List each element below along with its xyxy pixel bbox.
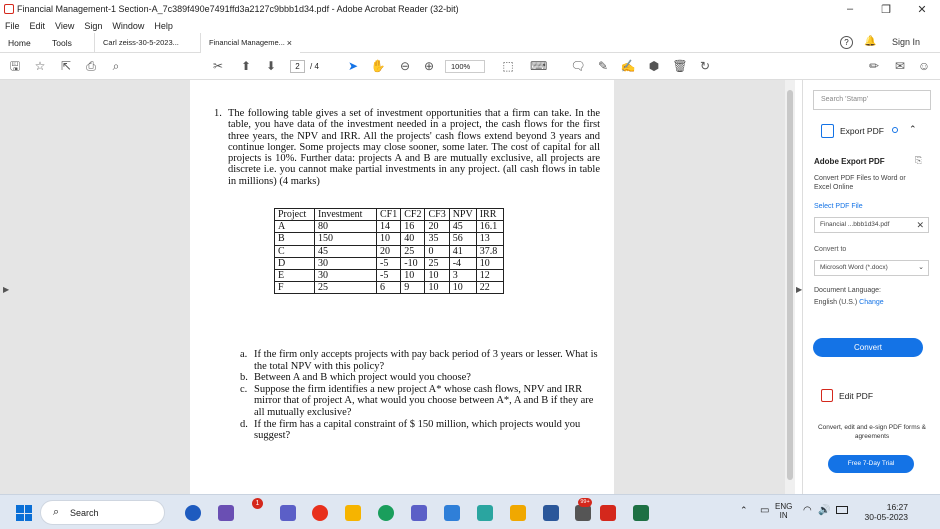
table-header-cell: IRR (476, 209, 503, 221)
table-row (275, 269, 504, 281)
tab-home[interactable]: Home (8, 37, 31, 48)
table-row (275, 245, 504, 257)
list-item (240, 372, 602, 384)
table-cell: -5 (377, 269, 401, 281)
sub-questions (240, 349, 602, 442)
table-cell: 10 (449, 282, 476, 294)
edit-pdf-tool[interactable]: Edit PDF (839, 391, 874, 401)
doc-language-value: English (U.S.) (814, 299, 858, 306)
table-header-cell: Investment (315, 209, 377, 221)
doc-language-label: Document Language: (814, 287, 881, 294)
rotate-icon[interactable]: ↻ (699, 59, 711, 73)
select-cursor-icon[interactable]: ➤ (347, 59, 359, 73)
clock-date: 30-05-2023 (864, 512, 908, 522)
list-item (240, 419, 602, 442)
window-title: Financial Management-1 Section-A_7c389f490e7491ffd3a2127c9bbb1d34.pdf - Adobe Acrobat Reader (32-bit) (17, 4, 459, 14)
table-cell: 20 (377, 245, 401, 257)
table-cell: 10 (377, 233, 401, 245)
scissors-icon[interactable]: ✂ (212, 59, 224, 73)
zoom-select[interactable]: 100% (445, 60, 485, 73)
search-icon: ⌕ (53, 506, 60, 518)
table-cell: A (275, 221, 315, 233)
save-icon[interactable]: 🖫 (9, 59, 21, 73)
acrobat-logo-icon (4, 4, 14, 14)
print-icon[interactable]: ⎙ (86, 59, 96, 73)
language-code: ENG (775, 502, 793, 511)
table-cell: 3 (449, 269, 476, 281)
edit-sign-icon[interactable]: ✏ (868, 59, 880, 73)
battery-icon[interactable] (836, 506, 848, 514)
edge-icon[interactable] (378, 505, 394, 521)
table-cell: 40 (401, 233, 425, 245)
delete-icon[interactable]: 🗑 (672, 59, 688, 73)
convert-to-label: Convert to (814, 246, 847, 253)
menu-file[interactable]: File (5, 20, 20, 31)
language-indicator[interactable] (775, 502, 792, 520)
table-cell: 12 (476, 269, 503, 281)
comment-icon[interactable]: 🗨 (570, 59, 586, 73)
format-select[interactable] (814, 260, 929, 276)
free-trial-button[interactable]: Free 7-Day Trial (828, 455, 914, 473)
sub-label: c. (240, 383, 248, 395)
sub-text: If the firm only accepts projects with pay back period of 3 years or lesser. What is the total NPV with this policy? (254, 349, 598, 372)
share-icon[interactable]: ⇱ (60, 59, 72, 73)
table-cell: 30 (315, 257, 377, 269)
table-cell: 13 (476, 233, 503, 245)
table-header-cell: Project (275, 209, 315, 221)
minimize-button[interactable]: – (846, 3, 854, 15)
table-cell: -10 (401, 257, 425, 269)
table-cell: D (275, 257, 315, 269)
sub-label: d. (240, 418, 248, 430)
list-item (240, 384, 602, 419)
tab-close-icon[interactable]: × (286, 37, 292, 48)
table-cell: -4 (449, 257, 476, 269)
sub-label: b. (240, 372, 248, 384)
table-cell: 25 (401, 245, 425, 257)
right-collapse-arrow-icon[interactable]: ▶ (796, 285, 803, 294)
table-cell: 41 (449, 245, 476, 257)
page-down-icon[interactable]: ⬇ (265, 59, 277, 73)
document-scrollbar[interactable] (785, 80, 795, 494)
table-header-cell: CF1 (377, 209, 401, 221)
table-header-cell: NPV (449, 209, 476, 221)
menu-window[interactable]: Window (112, 20, 145, 31)
table-cell: 56 (449, 233, 476, 245)
change-language-link[interactable]: Change (859, 299, 884, 306)
table-cell: B (275, 233, 315, 245)
table-cell: 45 (315, 245, 377, 257)
clock[interactable] (862, 502, 908, 522)
taskbar-search[interactable] (40, 500, 165, 525)
sticky-notes-icon[interactable] (510, 505, 526, 521)
windows-start-icon[interactable] (16, 505, 32, 521)
chevron-down-icon: ⌄ (918, 264, 924, 271)
page-number-input[interactable]: 2 (290, 60, 305, 73)
table-cell: 10 (425, 269, 449, 281)
toolbar (0, 53, 940, 80)
select-pdf-link[interactable]: Select PDF File (814, 203, 863, 210)
highlight-pen-icon[interactable]: ✎ (597, 59, 609, 73)
table-cell: 10 (476, 257, 503, 269)
sub-text: Suppose the firm identifies a new project A* whose cash flows, NPV and IRR mirror that of project A, what would you choose between A*, A and B if they are all mutually exclusive? (254, 383, 594, 418)
media-icon[interactable] (575, 505, 591, 521)
list-item (240, 349, 602, 372)
search-icon[interactable]: ⌕ (112, 59, 120, 73)
table-cell: 16.1 (476, 221, 503, 233)
remove-file-icon[interactable]: ✕ (916, 220, 924, 230)
export-pdf-title[interactable]: Export PDF (840, 126, 884, 136)
table-header-row (275, 209, 504, 221)
zoom-out-icon[interactable]: ⊖ (399, 59, 411, 73)
table-cell: 22 (476, 282, 503, 294)
table-cell: -5 (377, 257, 401, 269)
pdf-page (190, 80, 614, 494)
tab-doc-financial-label: Financial Manageme... (209, 38, 285, 47)
edit-pdf-icon (821, 389, 833, 402)
stamp-icon[interactable]: ⬢ (648, 59, 660, 73)
table-cell: 16 (401, 221, 425, 233)
table-cell: 0 (425, 245, 449, 257)
menu-edit[interactable]: Edit (29, 20, 46, 31)
investment-table (274, 208, 504, 294)
table-cell: 37.8 (476, 245, 503, 257)
selected-file-field[interactable] (814, 217, 929, 233)
zoom-in-icon[interactable]: ⊕ (423, 59, 435, 73)
tab-doc-financial[interactable] (200, 33, 300, 53)
doc-language-row (814, 299, 884, 306)
tab-doc-carl-zeiss[interactable]: Carl zeiss-30-5-2023... (94, 33, 200, 53)
fit-page-icon[interactable]: ⬚ (502, 59, 514, 73)
table-cell: 25 (315, 282, 377, 294)
sub-text: If the firm has a capital constraint of $ 150 million, which projects would you suggest? (254, 418, 581, 442)
question-text: The following table gives a set of investment opportunities that a firm can take. In the table, you have data of the investment needed in a project, the cash flows for the first three years, the NPV and IRR. All the projects' cash flows extend beyond 3 years and continue longer. Some projects may close sooner, some later. The cost of capital for all projects is 10%. Further data: projects A and B are mutually exclusive, all projects are discrete i.e. you cannot make partial investments in any project. (all cash flows in table in millions) (4 marks) (228, 108, 600, 187)
premium-dot-icon (892, 127, 898, 133)
tab-bar (0, 33, 940, 53)
keyboard-icon[interactable]: ⌨ (530, 59, 548, 73)
teams-chat-icon[interactable] (280, 505, 296, 521)
display-icon[interactable]: ▭ (760, 505, 770, 516)
help-icon[interactable]: ? (840, 36, 853, 49)
language-region: IN (779, 511, 788, 520)
word-icon[interactable] (543, 505, 559, 521)
page-total: / 4 (310, 62, 319, 71)
table-cell: 45 (449, 221, 476, 233)
adobe-export-heading: Adobe Export PDF (814, 157, 885, 166)
sub-label: a. (240, 349, 248, 360)
excel-icon[interactable] (633, 505, 649, 521)
table-header-cell: CF3 (425, 209, 449, 221)
right-tools-panel (802, 80, 940, 494)
notification-bell-icon[interactable]: 🔔 (864, 36, 877, 47)
table-cell: F (275, 282, 315, 294)
scrollbar-thumb[interactable] (787, 90, 793, 480)
selected-file-name: Financial ...bbb1d34.pdf (820, 221, 890, 228)
teams-icon[interactable] (411, 505, 427, 521)
chevron-up-tray-icon[interactable]: ⌃ (740, 505, 748, 515)
notification-badge: 1 (252, 498, 263, 509)
clock-time: 16:27 (886, 502, 908, 512)
table-cell: 80 (315, 221, 377, 233)
convert-button[interactable]: Convert (813, 338, 923, 357)
format-select-value: Microsoft Word (*.docx) (820, 264, 888, 271)
copy-icon[interactable]: ⎘ (915, 155, 923, 165)
email-icon[interactable]: ✉ (894, 59, 906, 73)
photos-icon[interactable] (477, 505, 493, 521)
bookmark-star-icon[interactable]: ☆ (34, 59, 46, 73)
taskbar-search-label: Search (70, 508, 99, 518)
close-button[interactable]: ✕ (917, 3, 927, 16)
table-cell: 25 (425, 257, 449, 269)
promo-text: Convert, edit and e-sign PDF forms & agreements (817, 424, 926, 440)
table-cell: 9 (401, 282, 425, 294)
menu-view[interactable]: View (55, 20, 75, 31)
table-row (275, 257, 504, 269)
table-header-cell: CF2 (401, 209, 425, 221)
account-icon[interactable]: ☺ (917, 59, 931, 73)
file-explorer-icon[interactable] (345, 505, 361, 521)
acrobat-taskbar-icon[interactable] (600, 505, 616, 521)
table-row (275, 233, 504, 245)
question-number: 1. (214, 108, 222, 119)
sub-text: Between A and B which project would you choose? (254, 372, 471, 384)
table-cell: 30 (315, 269, 377, 281)
chevron-up-icon[interactable]: ⌃ (909, 124, 917, 134)
menu-help[interactable]: Help (154, 20, 173, 31)
table-cell: 10 (425, 282, 449, 294)
hand-tool-icon[interactable]: ✋ (370, 59, 386, 73)
table-cell: C (275, 245, 315, 257)
page-up-icon[interactable]: ⬆ (240, 59, 252, 73)
table-cell: 20 (425, 221, 449, 233)
menu-bar (0, 18, 940, 33)
restore-button[interactable]: ❐ (881, 3, 891, 16)
table-cell: 35 (425, 233, 449, 245)
meet-icon[interactable] (218, 505, 234, 521)
message-count-badge: 99+ (578, 498, 592, 507)
draw-icon[interactable]: ✍ (620, 59, 636, 73)
opera-icon[interactable] (312, 505, 328, 521)
table-cell: 10 (401, 269, 425, 281)
stamp-search-input[interactable]: Search 'Stamp' (813, 90, 931, 110)
table-cell: 6 (377, 282, 401, 294)
sign-in-link[interactable]: Sign In (892, 37, 921, 47)
store-icon[interactable] (444, 505, 460, 521)
table-cell: 14 (377, 221, 401, 233)
export-pdf-icon (821, 124, 834, 138)
convert-description: Convert PDF Files to Word or Excel Online (814, 175, 906, 191)
table-row (275, 282, 504, 294)
volume-icon[interactable]: 🔊 (818, 505, 831, 516)
taskbar (0, 494, 940, 529)
question-1 (214, 108, 600, 187)
table-cell: 150 (315, 233, 377, 245)
title-bar (0, 0, 940, 18)
table-row (275, 221, 504, 233)
tab-tools[interactable]: Tools (52, 37, 72, 48)
menu-sign[interactable]: Sign (84, 20, 103, 31)
bing-icon[interactable] (185, 505, 201, 521)
table-cell: E (275, 269, 315, 281)
left-collapse-arrow-icon[interactable]: ▶ (3, 285, 10, 294)
wifi-icon[interactable]: ◠ (803, 505, 812, 516)
